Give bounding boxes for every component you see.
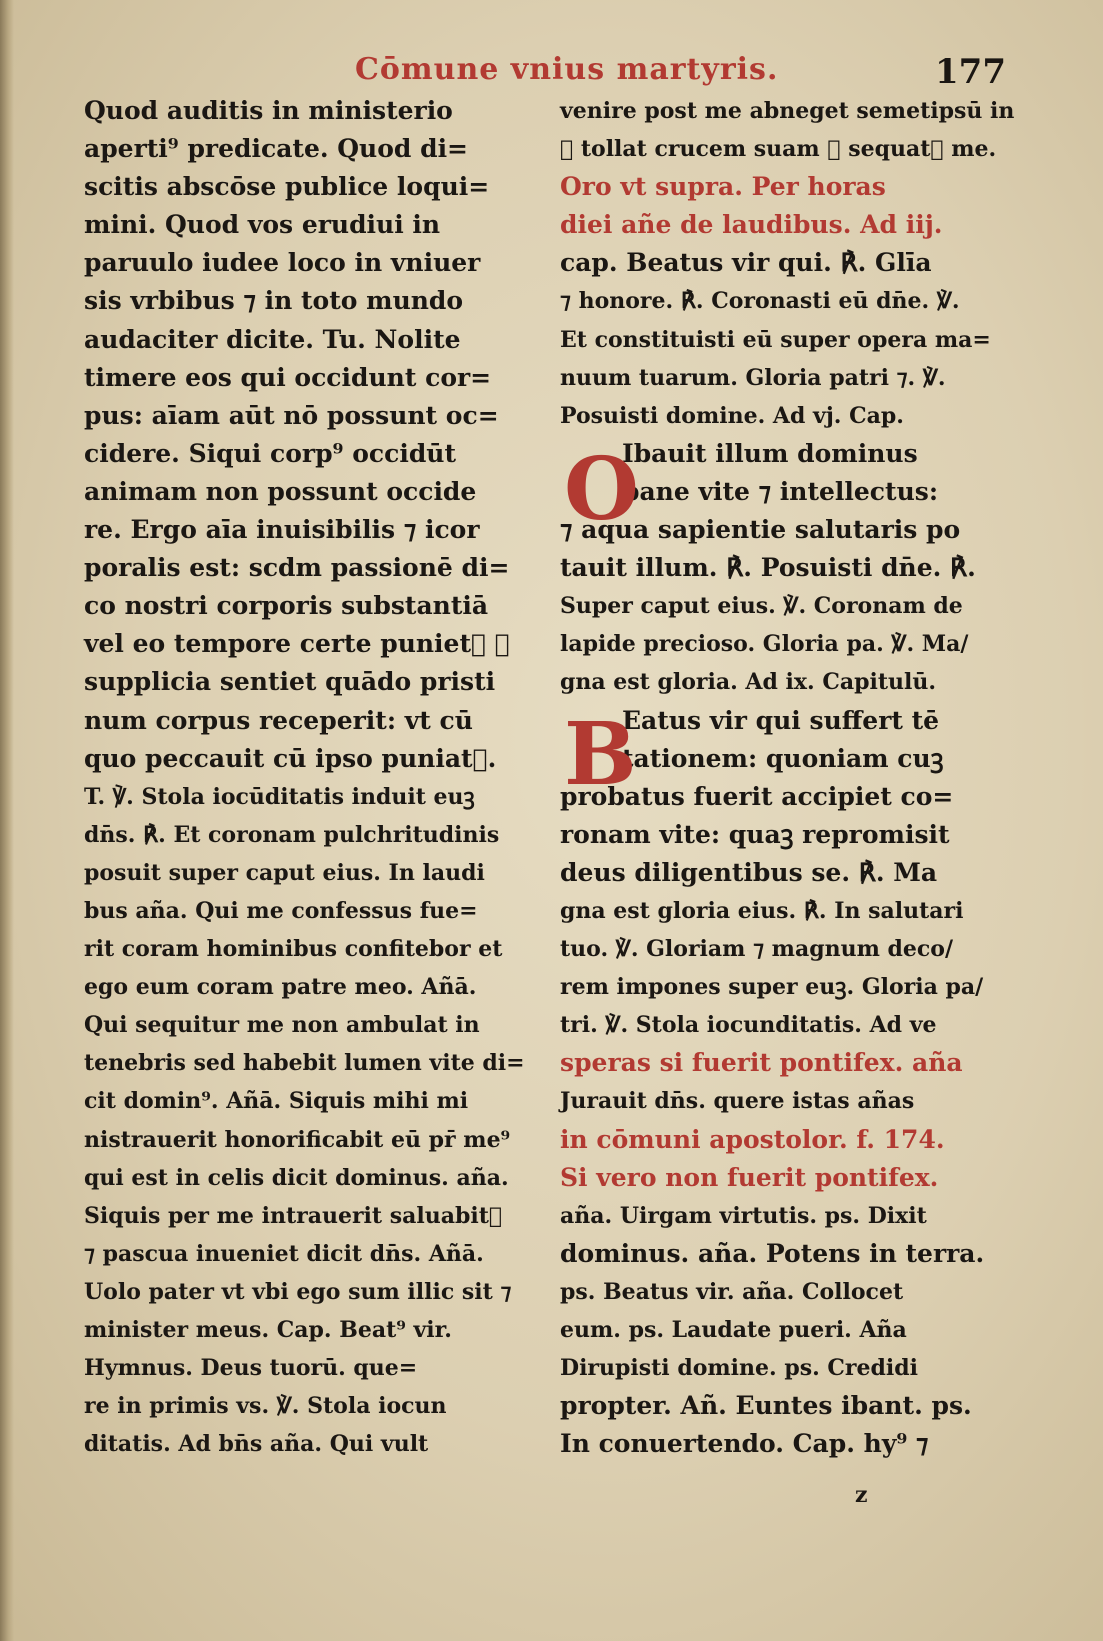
- text-line: nistrauerit honorificabit eū pr̄ me⁹: [84, 1126, 511, 1153]
- text-line: dominus. aña. Potens in terra.: [560, 1238, 985, 1268]
- text-line: Siquis per me intrauerit saluabitᷣ: [84, 1202, 503, 1229]
- rubric-line: diei añe de laudibus. Ad iij.: [560, 210, 943, 240]
- text-line: ⁊ pascua inueniet dicit dn̄s. Añā.: [84, 1240, 484, 1267]
- text-line: ego eum coram patre meo. Añā.: [84, 974, 477, 1001]
- text-line: Quod auditis in ministerio: [84, 96, 453, 125]
- text-line: Et constituisti eū super opera ma=: [560, 326, 991, 353]
- text-line: venire post me abneget semetipsū in: [560, 98, 1015, 124]
- text-line: Jurauit dn̄s. quere istas añas: [560, 1088, 915, 1115]
- text-line: animam non possunt occide: [84, 476, 477, 506]
- binding-gutter: [0, 0, 14, 1641]
- text-line: poralis est: scdm passionē di=: [84, 553, 510, 583]
- text-line: ps. Beatus vir. aña. Collocet: [560, 1278, 904, 1305]
- rubric-line: in cōmuni apostolor. f. 174.: [560, 1124, 945, 1154]
- text-line: rem impones super euꝫ. Gloria pa/: [560, 974, 984, 1001]
- text-line: Posuisti domine. Ad vj. Cap.: [560, 402, 904, 429]
- text-line: rit coram hominibus confitebor et: [84, 936, 503, 963]
- text-line: Hymnus. Deus tuorū. que=: [84, 1355, 418, 1382]
- text-line: audaciter dicite. Tu. Nolite: [84, 324, 461, 354]
- running-title: Cōmune vnius martyris.: [355, 52, 779, 87]
- signature-mark: z: [855, 1482, 868, 1508]
- text-line: ⁊ tollat crucem suam ⁊ sequatᷣ me.: [560, 136, 997, 163]
- text-line: gna est gloria eius. ℟. In salutari: [560, 897, 964, 924]
- text-line: minister meus. Cap. Beat⁹ vir.: [84, 1317, 452, 1343]
- text-line: timere eos qui occidunt cor=: [84, 362, 492, 392]
- text-line: lapide precioso. Gloria pa. ℣. Ma/: [560, 631, 969, 658]
- text-line: mini. Quod vos erudiui in: [84, 210, 441, 240]
- text-line: Dirupisti domine. ps. Credidi: [560, 1355, 918, 1382]
- text-line: probatus fuerit accipiet co=: [560, 781, 954, 811]
- text-line: tenebris sed habebit lumen vite di=: [84, 1050, 525, 1077]
- text-line: gna est gloria. Ad ix. Capitulū.: [560, 669, 937, 696]
- text-line: eum. ps. Laudate pueri. Aña: [560, 1317, 907, 1343]
- text-line: tauit illum. ℟. Posuisti dn̄e. ℟.: [560, 553, 976, 583]
- drop-cap-o: O: [564, 439, 639, 540]
- text-line: tuo. ℣. Gloriam ⁊ magnum deco/: [560, 936, 954, 963]
- text-line: supplicia sentiet quādo pristi: [84, 667, 496, 697]
- rubric-line: Si vero non fuerit pontifex.: [560, 1162, 939, 1192]
- text-line: cidere. Siqui corp⁹ occidūt: [84, 438, 457, 468]
- folio-number: 177: [935, 52, 1006, 92]
- text-line: tri. ℣. Stola iocunditatis. Ad ve: [560, 1012, 937, 1039]
- text-line: dn̄s. ℟. Et coronam pulchritudinis: [84, 821, 500, 848]
- text-line: Uolo pater vt vbi ego sum illic sit ⁊: [84, 1278, 512, 1305]
- text-line: tationem: quoniam cuꝫ: [622, 743, 944, 773]
- text-line: vel eo tempore certe punietᷣ ⁊: [84, 629, 510, 659]
- text-line: pus: aīam aūt nō possunt oc=: [84, 400, 499, 430]
- drop-cap-b: B: [564, 704, 637, 805]
- rubric-line: speras si fuerit pontifex. aña: [560, 1048, 963, 1078]
- text-line: co nostri corporis substantiā: [84, 591, 489, 621]
- text-line: ⁊ honore. ℟. Coronasti eū dn̄e. ℣.: [560, 288, 960, 315]
- text-line: scitis abscōse publice loqui=: [84, 172, 490, 202]
- text-line: paruulo iudee loco in vniuer: [84, 248, 481, 278]
- text-line: nuum tuarum. Gloria patri ⁊. ℣.: [560, 364, 946, 391]
- text-line: qui est in celis dicit dominus. aña.: [84, 1164, 509, 1191]
- text-line: In conuertendo. Cap. hy⁹ ⁊: [560, 1429, 929, 1459]
- text-line: Qui sequitur me non ambulat in: [84, 1012, 480, 1039]
- text-line: Eatus vir qui suffert tē: [622, 705, 940, 735]
- text-line: propter. Añ. Euntes ibant. ps.: [560, 1391, 972, 1421]
- text-line: Ibauit illum dominus: [622, 438, 918, 468]
- text-line: T. ℣. Stola iocūditatis induit euꝫ: [84, 783, 475, 810]
- text-line: num corpus receperit: vt cū: [84, 705, 473, 735]
- text-line: re. Ergo aīa inuisibilis ⁊ icor: [84, 515, 480, 545]
- left-text-column: [84, 92, 534, 1463]
- text-line: ditatis. Ad bn̄s aña. Qui vult: [84, 1431, 429, 1458]
- text-line: quo peccauit cū ipso puniatᷣ.: [84, 743, 497, 773]
- text-line: re in primis vs. ℣. Stola iocun: [84, 1393, 447, 1420]
- text-line: posuit super caput eius. In laudi: [84, 859, 485, 886]
- text-line: ronam vite: quaꝫ repromisit: [560, 819, 950, 849]
- text-line: cit domin⁹. Añā. Siquis mihi mi: [84, 1088, 469, 1115]
- text-line: aperti⁹ predicate. Quod di=: [84, 134, 469, 164]
- text-line: deus diligentibus se. ℟. Ma: [560, 857, 938, 887]
- text-line: sis vrbibus ⁊ in toto mundo: [84, 286, 464, 316]
- text-line: ⁊ aqua sapientie salutaris po: [560, 515, 961, 545]
- text-line: bus aña. Qui me confessus fue=: [84, 897, 478, 924]
- text-line: Super caput eius. ℣. Coronam de: [560, 593, 963, 620]
- text-line: aña. Uirgam virtutis. ps. Dixit: [560, 1202, 927, 1229]
- text-line: pane vite ⁊ intellectus:: [622, 476, 939, 506]
- text-line: cap. Beatus vir qui. ℟. Glīa: [560, 248, 932, 278]
- rubric-line: Oro vt supra. Per horas: [560, 172, 886, 202]
